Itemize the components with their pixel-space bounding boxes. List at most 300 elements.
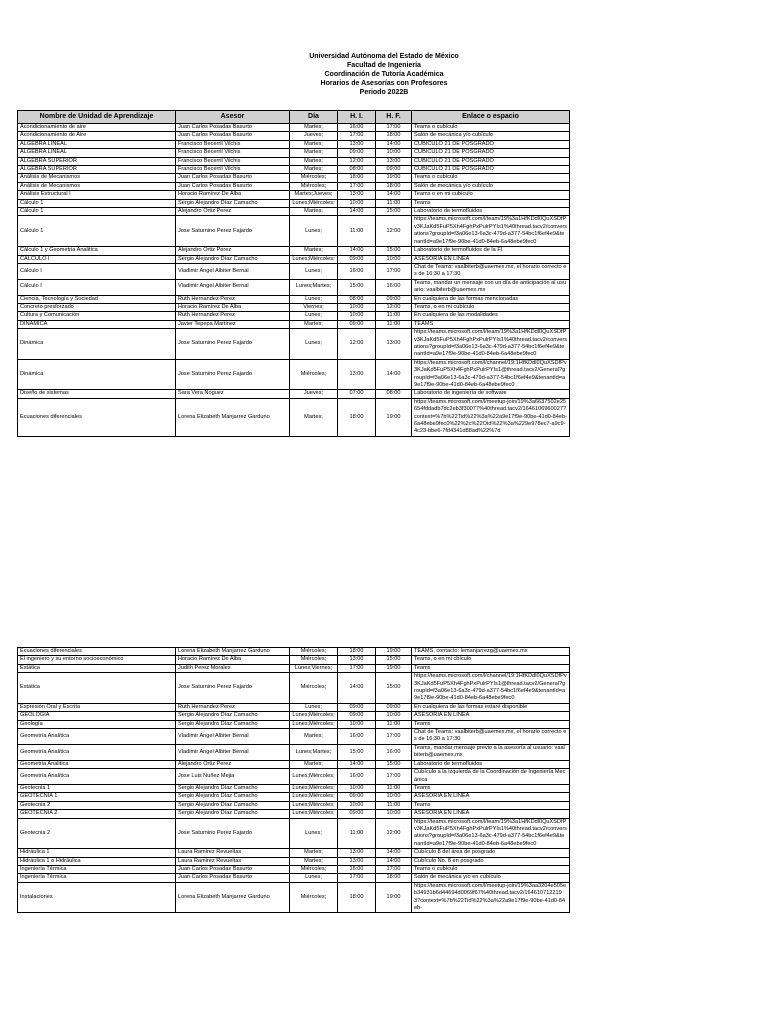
cell-unidad: ALGEBRA LINEAL	[18, 140, 176, 148]
table-row	[18, 874, 570, 882]
cell-hora-inicio: 09:00	[338, 703, 376, 711]
cell-unidad: Análisis Estructural I	[18, 191, 176, 199]
cell-hora-fin: 08:00	[376, 390, 412, 398]
cell-unidad: Geometria Analitica	[18, 760, 176, 768]
cell-hora-inicio: 13:00	[338, 656, 376, 664]
cell-enlace: https://teams.microsoft.com/l/team/19%3a1HfKDdl0QuXSDfPv3KJaKd5FuP5Xh4FghPxPulrPYIs1%40thread.tacv2/conversations?groupId=f3a06e13-6a3c-479d-a377-54bc1f6ef4e9&tenantId=a9e17f9e-90be-41d0-84eb-6a48ebe9fec0	[412, 216, 570, 247]
cell-enlace: ASESORIA EN LINEA	[412, 793, 570, 801]
table-row	[18, 124, 570, 132]
cell-hora-inicio: 13:00	[338, 849, 376, 857]
cell-enlace: Teams o en mi cubículo	[412, 191, 570, 199]
cell-asesor: Sergio Alejandro Díaz Camacho	[176, 784, 290, 792]
table-row	[18, 769, 570, 785]
cell-hora-inicio: 16:00	[338, 124, 376, 132]
cell-dia: Miércoles;	[290, 648, 338, 656]
cell-dia: Lunes;	[290, 295, 338, 303]
column-header-enlace: Enlace o espacio	[412, 111, 570, 124]
cell-enlace: Laboratorio de ingeniería de software	[412, 390, 570, 398]
cell-hora-fin: 15:00	[376, 208, 412, 216]
cell-enlace: Cubículo a la izquierda de la Coordinación de Ingeniería Mecánica	[412, 769, 570, 785]
table-row	[18, 744, 570, 760]
cell-hora-inicio: 17:00	[338, 182, 376, 190]
cell-hora-fin: 11:00	[376, 801, 412, 809]
table-row	[18, 712, 570, 720]
cell-asesor: Sara Vera Noguez	[176, 390, 290, 398]
cell-unidad: Geotecnia 2	[18, 818, 176, 849]
cell-dia: Lunes;	[290, 329, 338, 360]
cell-asesor: Ruth Hernandez Perez	[176, 312, 290, 320]
cell-enlace: En cualquiera de las formas estaré disponible	[412, 703, 570, 711]
cell-unidad: GEOLOGIA	[18, 712, 176, 720]
coordination-name: Coordinación de Tutoría Académica	[324, 71, 444, 78]
cell-unidad: Geometría Analítica	[18, 744, 176, 760]
table-row	[18, 303, 570, 311]
cell-dia: Martes;	[290, 729, 338, 745]
cell-dia: Martes;	[290, 140, 338, 148]
cell-hora-fin: 19:00	[376, 648, 412, 656]
table-row	[18, 149, 570, 157]
cell-dia: Miércoles;	[290, 174, 338, 182]
cell-unidad: Hidráulica 1 o Hidráulica	[18, 857, 176, 865]
cell-dia: Martes;	[290, 398, 338, 436]
cell-hora-inicio: 16:00	[338, 729, 376, 745]
cell-enlace: https://teams.microsoft.com/l/meetup-join/19%3aa3204e505eb34931b6d44694d0069f67%40thread.tacv2/1646107122193?context=%7b%22Tid%22%3a%22a9e17f9e-90be-41d0-84eb-	[412, 882, 570, 913]
column-header-hora-fin: H. F.	[376, 111, 412, 124]
cell-dia: Jueves;	[290, 390, 338, 398]
cell-dia: Lunes;	[290, 312, 338, 320]
table-row	[18, 818, 570, 849]
cell-hora-inicio: 12:00	[338, 157, 376, 165]
cell-hora-fin: 10:00	[376, 793, 412, 801]
cell-dia: Martes;	[290, 247, 338, 255]
cell-enlace: CUBICULO 21 DE POSGRADO	[412, 140, 570, 148]
cell-hora-fin: 11:00	[376, 320, 412, 328]
cell-hora-fin: 15:00	[376, 247, 412, 255]
cell-hora-inicio: 13:00	[338, 359, 376, 390]
cell-asesor: Juan Carlos Posadas Basurto	[176, 132, 290, 140]
cell-enlace: https://teams.microsoft.com/l/team/19%3a1HfKDdl0QuXSDfPv3KJaKd5FuP5Xh4FghPxPulrPYIs1%40thread.tacv2/conversations?groupId=f3a06e13-6a3c-479d-a377-54bc1f6ef4e9&tenantId=a9e17f9e-90be-41d0-84eb-6a48ebe9fec0	[412, 329, 570, 360]
cell-hora-fin: 11:00	[376, 199, 412, 207]
cell-asesor: Jose Saturnino Perez Fajardo	[176, 329, 290, 360]
cell-unidad: Cultura y Comunicación	[18, 312, 176, 320]
cell-asesor: Vladimir Angel Albiter Bernal	[176, 279, 290, 295]
cell-asesor: Francisco Becerril Vilchis	[176, 166, 290, 174]
cell-enlace: Chat de Teams: vaalbiterb@uaemex.mx, el horario correcto es de 16:30 a 17:30	[412, 729, 570, 745]
cell-dia: Lunes;	[290, 263, 338, 279]
cell-unidad: Dinámica	[18, 359, 176, 390]
cell-unidad: Concreto presforzado	[18, 303, 176, 311]
cell-dia: Martes;	[290, 849, 338, 857]
cell-hora-fin: 16:00	[376, 744, 412, 760]
cell-hora-fin: 09:00	[376, 166, 412, 174]
cell-asesor: Laura Ramirez Revueltas	[176, 849, 290, 857]
cell-hora-inicio: 18:00	[338, 882, 376, 913]
column-header-dia: Día	[290, 111, 338, 124]
table-row	[18, 857, 570, 865]
table-row	[18, 255, 570, 263]
cell-hora-fin: 09:00	[376, 703, 412, 711]
cell-hora-inicio: 10:00	[338, 199, 376, 207]
table-row	[18, 664, 570, 672]
cell-enlace: Teams, mandar un mensaje con un día de anticipación al usuario: vaalbiterb@uaemex.mx	[412, 279, 570, 295]
cell-asesor: Horacio Ramírez De Alba	[176, 656, 290, 664]
table-row	[18, 157, 570, 165]
cell-dia: Miércoles;	[290, 882, 338, 913]
cell-hora-fin: 11:00	[376, 784, 412, 792]
cell-unidad: Dinámica	[18, 329, 176, 360]
cell-hora-inicio: 15:00	[338, 279, 376, 295]
cell-hora-inicio: 10:00	[338, 303, 376, 311]
table-row	[18, 174, 570, 182]
cell-hora-fin: 14:00	[376, 359, 412, 390]
cell-hora-inicio: 14:00	[338, 673, 376, 704]
cell-asesor: Alejandro Ortiz Perez	[176, 247, 290, 255]
cell-asesor: Sergio Alejandro Díaz Camacho	[176, 255, 290, 263]
table-header-row	[18, 111, 570, 124]
cell-unidad: Geotecnia 1	[18, 784, 176, 792]
cell-enlace: En cualquiera de las modalidades	[412, 312, 570, 320]
cell-enlace: TEAMS, contacto: lemanjarrezg@uaemex.mx	[412, 648, 570, 656]
cell-hora-inicio: 10:00	[338, 801, 376, 809]
cell-hora-fin: 11:00	[376, 312, 412, 320]
cell-hora-fin: 19:00	[376, 664, 412, 672]
document-header	[0, 52, 768, 97]
cell-dia: Lunes;	[290, 818, 338, 849]
cell-dia: Lunes;Viernes;	[290, 664, 338, 672]
document-title: Horarios de Asesorías con Profesores	[320, 80, 448, 87]
cell-dia: Martes;Jueves;	[290, 191, 338, 199]
cell-enlace: https://teams.microsoft.com/l/channel/19:1HfKDdl0QuXSDfPv3KJaKd5FuP5Xh4FghPxPulrPYIs1@thread.tacv2/General?groupId=f3a06e13-6a3c-479d-a377-54bc1f6ef4e9&tenantId=a9e17f9e-90be-41d0-84eb-6a48ebe9fec0	[412, 673, 570, 704]
cell-asesor: Lorena Elizabeth Manjarrez Garduno	[176, 648, 290, 656]
cell-enlace: Teams, mandar mensaje previo a la asesoría al usuario: vaalbiterb@uaemex.mx	[412, 744, 570, 760]
table-row	[18, 263, 570, 279]
cell-asesor: Jose Saturnino Perez Fajardo	[176, 673, 290, 704]
cell-hora-inicio: 13:00	[338, 857, 376, 865]
table-row	[18, 295, 570, 303]
cell-dia: Lunes;Miércoles;	[290, 712, 338, 720]
cell-unidad: Ecuaciones diferenciales	[18, 648, 176, 656]
cell-enlace: https://teams.microsoft.com/l/meetup-join/19%3a6637502e25654fddadb7dc2eb3f30077%40thread.tacv2/1646106960027?context=%7b%22Tid%22%3a%22a9e17f9e-90be-41d0-84eb-6a48ebe9fec0%22%2c%22Oid%22%3a%229e978ec7-a9c9-4c23-bbe6-7fd4341d88ad%22%7d	[412, 398, 570, 436]
cell-hora-fin: 13:00	[376, 157, 412, 165]
cell-asesor: Juan Carlos Posadas Basurto	[176, 874, 290, 882]
cell-unidad: Geotecnia 2	[18, 801, 176, 809]
cell-unidad: GEOTECNIA 2	[18, 810, 176, 818]
cell-unidad: Cálculo 1	[18, 216, 176, 247]
cell-enlace: https://teams.microsoft.com/l/channel/19:1HfKDdl0QuXSDfPv3KJaKd5FuP5Xh4FghPxPulrPYIs1@thread.tacv2/General?groupId=f3a06e13-6a3c-479d-a377-54bc1f6ef4e9&tenantId=a9e17f9e-90be-41d0-84eb-6a48ebe9fec0	[412, 359, 570, 390]
cell-dia: Lunes;Miércoles;	[290, 784, 338, 792]
cell-hora-fin: 18:00	[376, 182, 412, 190]
cell-unidad: Geometría Analítica	[18, 729, 176, 745]
cell-asesor: Vladimir Angel Albiter Bernal	[176, 744, 290, 760]
cell-dia: Miércoles;	[290, 673, 338, 704]
cell-asesor: Ruth Hernandez Perez	[176, 295, 290, 303]
cell-hora-fin: 09:00	[376, 295, 412, 303]
cell-hora-fin: 10:00	[376, 712, 412, 720]
cell-unidad: Estática	[18, 664, 176, 672]
cell-hora-inicio: 09:00	[338, 255, 376, 263]
cell-enlace: CUBICULO 21 DE POSGRADO	[412, 149, 570, 157]
cell-unidad: CALCULO I	[18, 255, 176, 263]
cell-dia: Miércoles;	[290, 359, 338, 390]
cell-dia: Lunes;Miércoles;	[290, 255, 338, 263]
cell-unidad: Cálculo 1	[18, 208, 176, 216]
cell-asesor: Juan Carlos Posadas Basurto	[176, 865, 290, 873]
cell-enlace: Teams o cubículo	[412, 174, 570, 182]
cell-enlace: CUBICULO 21 DE POSGRADO	[412, 166, 570, 174]
cell-hora-inicio: 18:00	[338, 174, 376, 182]
cell-enlace: Teams	[412, 720, 570, 728]
cell-asesor: Jose Saturnino Perez Fajardo	[176, 818, 290, 849]
cell-dia: Lunes;Miércoles;	[290, 769, 338, 785]
cell-asesor: Alejandro Ortiz Perez	[176, 208, 290, 216]
cell-hora-inicio: 16:00	[338, 263, 376, 279]
cell-enlace: ASESORIA EN LINEA	[412, 810, 570, 818]
cell-enlace: Salón de mecánica y/o en cubículo	[412, 874, 570, 882]
cell-hora-inicio: 18:00	[338, 648, 376, 656]
table-row	[18, 793, 570, 801]
cell-dia: Lunes;Miércoles;	[290, 793, 338, 801]
cell-asesor: Judith Perez Morales	[176, 664, 290, 672]
cell-hora-fin: 18:00	[376, 132, 412, 140]
cell-enlace: Teams	[412, 784, 570, 792]
cell-hora-fin: 17:00	[376, 263, 412, 279]
table-row	[18, 208, 570, 216]
cell-dia: Lunes;Miércoles;	[290, 720, 338, 728]
table-row	[18, 865, 570, 873]
cell-unidad: Diseño de sistemas	[18, 390, 176, 398]
schedule-table-page-1	[17, 110, 570, 437]
cell-hora-inicio: 16:00	[338, 865, 376, 873]
cell-unidad: Análisis de Mecanismos	[18, 174, 176, 182]
cell-asesor: Sergio Alejandro Díaz Camacho	[176, 793, 290, 801]
cell-hora-inicio: 13:00	[338, 191, 376, 199]
faculty-name: Facultad de Ingeniería	[347, 62, 421, 69]
cell-hora-fin: 14:00	[376, 191, 412, 199]
cell-enlace: Teams	[412, 801, 570, 809]
table-row	[18, 329, 570, 360]
cell-dia: Martes;	[290, 149, 338, 157]
cell-unidad: ALGEBRA LINEAL	[18, 149, 176, 157]
cell-hora-inicio: 14:00	[338, 760, 376, 768]
table-row	[18, 673, 570, 704]
cell-unidad: Geología	[18, 720, 176, 728]
cell-asesor: Vladimir Angel Albiter Bernal	[176, 263, 290, 279]
cell-hora-fin: 12:00	[376, 818, 412, 849]
cell-enlace: Salón de mecánica y/o cubículo	[412, 132, 570, 140]
cell-hora-fin: 14:00	[376, 140, 412, 148]
cell-hora-inicio: 09:00	[338, 712, 376, 720]
cell-asesor: Sergio Alejandro Díaz Camacho	[176, 712, 290, 720]
cell-hora-fin: 14:00	[376, 849, 412, 857]
table-row	[18, 359, 570, 390]
table-row	[18, 398, 570, 436]
cell-enlace: Cubículo No. 8 en posgrado	[412, 857, 570, 865]
cell-unidad: Cálculo 1	[18, 199, 176, 207]
cell-asesor: Sergio Alejandro Díaz Camacho	[176, 801, 290, 809]
cell-asesor: Jose Luis Nuñez Mejia	[176, 769, 290, 785]
cell-asesor: Laura Ramirez Revueltas	[176, 857, 290, 865]
cell-dia: Jueves;	[290, 132, 338, 140]
cell-asesor: Juan Carlos Posadas Basurto	[176, 174, 290, 182]
cell-hora-fin: 10:00	[376, 149, 412, 157]
cell-hora-fin: 17:00	[376, 729, 412, 745]
cell-hora-fin: 19:00	[376, 174, 412, 182]
cell-unidad: Ciencia, Tecnología y Sociedad	[18, 295, 176, 303]
cell-hora-inicio: 07:00	[338, 390, 376, 398]
cell-hora-inicio: 09:00	[338, 793, 376, 801]
cell-hora-inicio: 11:00	[338, 216, 376, 247]
cell-hora-inicio: 08:00	[338, 295, 376, 303]
cell-hora-inicio: 13:00	[338, 140, 376, 148]
cell-enlace: ASESORIA EN LINEA	[412, 712, 570, 720]
table-row	[18, 656, 570, 664]
cell-unidad: Acondicionamiento de Aire	[18, 132, 176, 140]
cell-hora-inicio: 11:00	[338, 818, 376, 849]
cell-unidad: El ingeniero y su entorno socioeconómico	[18, 656, 176, 664]
period-label: Periodo 2022B	[359, 89, 409, 96]
cell-asesor: Horacio Ramírez De Alba	[176, 191, 290, 199]
cell-enlace: Laboratorio de termofluidos	[412, 760, 570, 768]
cell-hora-fin: 10:00	[376, 810, 412, 818]
cell-hora-fin: 15:00	[376, 673, 412, 704]
cell-enlace: TEAMS	[412, 320, 570, 328]
cell-hora-fin: 12:00	[376, 303, 412, 311]
table-row	[18, 801, 570, 809]
cell-hora-fin: 13:00	[376, 329, 412, 360]
cell-unidad: GEOTECNIA 1	[18, 793, 176, 801]
cell-hora-fin: 15:00	[376, 656, 412, 664]
cell-unidad: ALGEBRA SUPERIOR	[18, 157, 176, 165]
cell-hora-inicio: 12:00	[338, 329, 376, 360]
cell-dia: Martes;	[290, 857, 338, 865]
cell-unidad: Cálculo I	[18, 279, 176, 295]
cell-dia: Miércoles;	[290, 656, 338, 664]
university-name: Universidad Autónoma del Estado de México	[309, 53, 459, 60]
cell-hora-inicio: 09:00	[338, 149, 376, 157]
cell-asesor: Juan Carlos Posadas Basurto	[176, 124, 290, 132]
cell-dia: Lunes;Miércoles;	[290, 199, 338, 207]
table-row	[18, 760, 570, 768]
cell-unidad: Cálculo I	[18, 263, 176, 279]
table-row	[18, 810, 570, 818]
cell-hora-fin: 19:00	[376, 882, 412, 913]
cell-hora-fin: 16:00	[376, 279, 412, 295]
cell-asesor: Francisco Becerril Vilchis	[176, 157, 290, 165]
table-row	[18, 312, 570, 320]
column-header-hora-inicio: H. I.	[338, 111, 376, 124]
cell-hora-inicio: 17:00	[338, 874, 376, 882]
column-header-asesor: Asesor	[176, 111, 290, 124]
cell-dia: Lunes;Martes;	[290, 744, 338, 760]
cell-enlace: Chat de Teams: vaalbiterb@uaemex.mx, el horario correcto es de 16:30 a 17:30	[412, 263, 570, 279]
cell-asesor: Lorena Elizabeth Manjarrez Garduno	[176, 882, 290, 913]
cell-hora-inicio: 17:00	[338, 132, 376, 140]
cell-unidad: Expresión Oral y Escrita	[18, 703, 176, 711]
cell-dia: Lunes;Miércoles;	[290, 801, 338, 809]
cell-dia: Lunes;	[290, 874, 338, 882]
cell-hora-inicio: 09:00	[338, 320, 376, 328]
table-row	[18, 320, 570, 328]
cell-hora-inicio: 10:00	[338, 720, 376, 728]
cell-asesor: Lorena Elizabeth Manjarrez Garduno	[176, 398, 290, 436]
table-row	[18, 390, 570, 398]
table-row	[18, 140, 570, 148]
cell-hora-inicio: 14:00	[338, 208, 376, 216]
cell-enlace: Teams	[412, 664, 570, 672]
cell-hora-fin: 18:00	[376, 874, 412, 882]
table-row	[18, 199, 570, 207]
cell-dia: Miércoles;	[290, 865, 338, 873]
cell-enlace: CUBICULO 21 DE POSGRADO	[412, 157, 570, 165]
cell-asesor: Vladimir Angel Albiter Bernal	[176, 729, 290, 745]
cell-hora-inicio: 10:00	[338, 784, 376, 792]
cell-hora-fin: 12:00	[376, 216, 412, 247]
cell-unidad: Instalaciones	[18, 882, 176, 913]
cell-hora-inicio: 08:00	[338, 166, 376, 174]
cell-asesor: Horacio Ramírez De Alba	[176, 303, 290, 311]
table-row	[18, 279, 570, 295]
cell-asesor: Alejandro Ortiz Perez	[176, 760, 290, 768]
cell-enlace: En cualquiera de las formas mencionadas	[412, 295, 570, 303]
column-header-unidad: Nombre de Unidad de Aprendizaje	[18, 111, 176, 124]
cell-hora-inicio: 10:00	[338, 312, 376, 320]
cell-dia: Martes;	[290, 124, 338, 132]
cell-asesor: Juan Carlos Posadas Basurto	[176, 182, 290, 190]
cell-asesor: Francisco Becerril Vilchis	[176, 140, 290, 148]
cell-enlace: ASESORIA EN LINEA	[412, 255, 570, 263]
cell-dia: Martes;	[290, 760, 338, 768]
table-row	[18, 703, 570, 711]
table-row	[18, 216, 570, 247]
cell-hora-inicio: 09:00	[338, 810, 376, 818]
cell-hora-inicio: 17:00	[338, 664, 376, 672]
table-row	[18, 132, 570, 140]
cell-unidad: ALGEBRA SUPERIOR	[18, 166, 176, 174]
schedule-table-page-2	[17, 647, 570, 913]
cell-dia: Martes;	[290, 166, 338, 174]
table-row	[18, 882, 570, 913]
cell-enlace: Teams, o en mi cubículo	[412, 303, 570, 311]
cell-dia: Lunes;	[290, 216, 338, 247]
cell-hora-inicio: 15:00	[338, 744, 376, 760]
cell-hora-fin: 19:00	[376, 398, 412, 436]
cell-dia: Martes;	[290, 208, 338, 216]
cell-unidad: Ecuaciones diferenciales	[18, 398, 176, 436]
cell-enlace: Teams o cubículo	[412, 124, 570, 132]
cell-unidad: Estática	[18, 673, 176, 704]
cell-hora-fin: 14:00	[376, 857, 412, 865]
cell-hora-fin: 11:00	[376, 720, 412, 728]
cell-hora-inicio: 18:00	[338, 398, 376, 436]
cell-unidad: DINAMICA	[18, 320, 176, 328]
cell-asesor: Sergio Alejandro Díaz Camacho	[176, 720, 290, 728]
cell-enlace: https://teams.microsoft.com/l/team/19%3a1HfKDdl0QuXSDfPv3KJaKd5FuP5Xh4FghPxPulrPYIs1%40thread.tacv2/conversations?groupId=f3a06e13-6a3c-479d-a377-54bc1f6ef4e9&tenantId=a9e17f9e-90be-41d0-84eb-6a48ebe9fec0	[412, 818, 570, 849]
table-row	[18, 247, 570, 255]
cell-hora-fin: 17:00	[376, 865, 412, 873]
table-row	[18, 720, 570, 728]
cell-asesor: Javier Tepepa Martinez	[176, 320, 290, 328]
cell-hora-inicio: 16:00	[338, 769, 376, 785]
table-row	[18, 648, 570, 656]
cell-dia: Viernes;	[290, 303, 338, 311]
cell-enlace: Salón de mecánica y/o cubículo	[412, 182, 570, 190]
table-row	[18, 784, 570, 792]
table-row	[18, 191, 570, 199]
cell-hora-inicio: 14:00	[338, 247, 376, 255]
cell-enlace: Teams o cubículo	[412, 865, 570, 873]
cell-enlace: Laboratorio de termofluidos de la FI	[412, 247, 570, 255]
cell-dia: Martes;	[290, 157, 338, 165]
